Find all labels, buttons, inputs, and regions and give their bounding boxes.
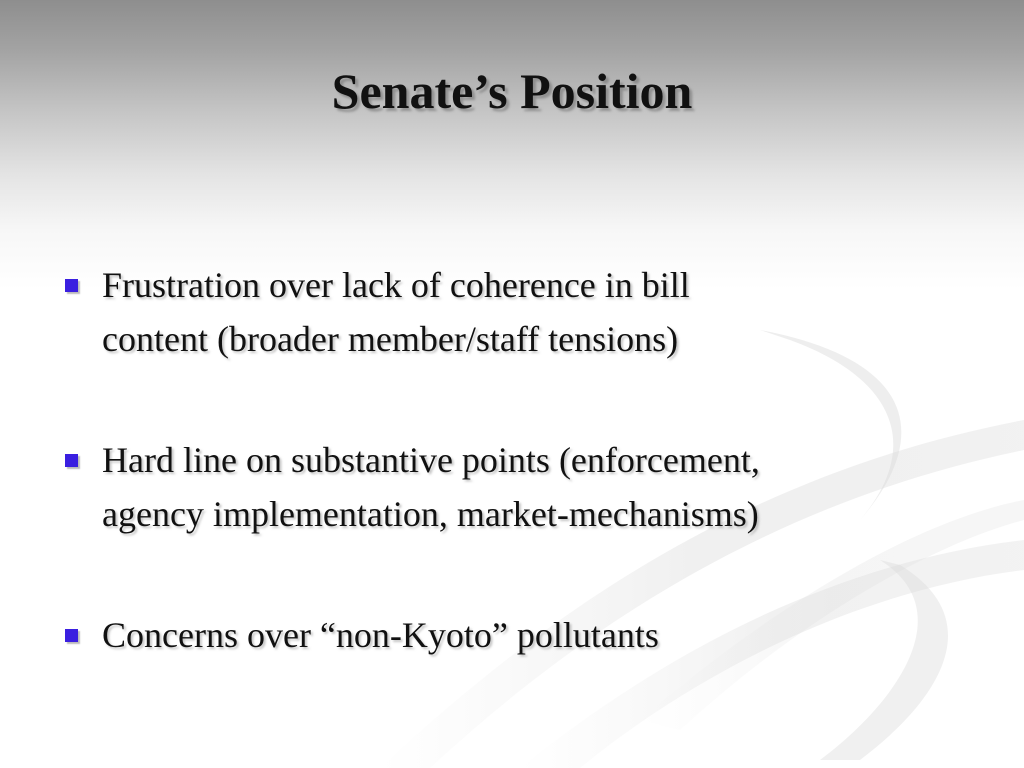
square-bullet-icon xyxy=(65,629,78,642)
bullet-text-line: Frustration over lack of coherence in bill xyxy=(102,265,690,305)
bullet-item xyxy=(62,608,942,662)
slide-title: Senate’s Position xyxy=(331,63,693,119)
bullet-item xyxy=(62,433,942,541)
bullet-text-line: Hard line on substantive points (enforcement, xyxy=(102,440,760,480)
bullet-list xyxy=(62,258,942,729)
bullet-text-line: content (broader member/staff tensions) xyxy=(102,319,679,359)
bullet-item xyxy=(62,258,942,366)
bullet-text-line: Concerns over “non-Kyoto” pollutants xyxy=(102,615,659,655)
square-bullet-icon xyxy=(65,454,78,467)
square-bullet-icon xyxy=(65,279,78,292)
bullet-text-line: agency implementation, market-mechanisms) xyxy=(102,494,759,534)
